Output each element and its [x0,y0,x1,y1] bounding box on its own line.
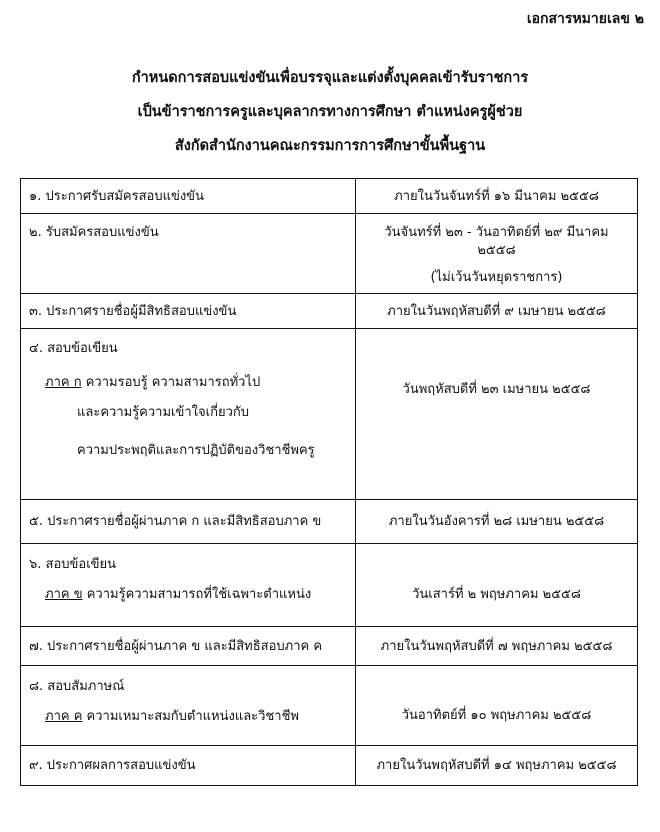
date-text: วันจันทร์ที่ ๒๓ - วันอาทิตย์ที่ ๒๙ มีนาคม ๒๕๕๘ [384,225,609,258]
schedule-row-9 [21,746,638,786]
schedule-item [21,179,356,214]
schedule-row-6 [21,544,638,627]
schedule-row-8 [21,666,638,746]
schedule-row-7 [21,627,638,666]
item-label: ๓. ประกาศรายชื่อผู้มีสิทธิสอบแข่งขัน [29,304,237,319]
schedule-item [21,329,356,500]
schedule-item [21,294,356,329]
schedule-row-1 [21,179,638,214]
date-text: ภายในวันพฤหัสบดีที่ ๑๔ พฤษภาคม ๒๕๕๘ [376,758,617,773]
schedule-item [21,746,356,786]
title-line-2: เป็นข้าราชการครูและบุคลากรทางการศึกษา ตำแหน่งครูผู้ช่วย [137,104,523,120]
schedule-date [356,329,638,500]
item-label: ๙. ประกาศผลการสอบแข่งขัน [29,758,196,773]
item-label: ๖. สอบข้อเขียน [29,557,117,572]
date-note: (ไม่เว้นวันหยุดราชการ) [430,270,563,285]
document-number: เอกสารหมายเลข ๒ [526,11,644,27]
date-text: วันอาทิตย์ที่ ๑๐ พฤษภาคม ๒๕๕๘ [401,708,592,723]
item-label: ๔. สอบข้อเขียน [29,341,118,356]
part-extra-line: ความประพฤติและการปฏิบัติของวิชาชีพครู [77,443,315,458]
date-text: ภายในวันพฤหัสบดีที่ ๗ พฤษภาคม ๒๕๕๘ [380,639,613,654]
item-label: ๑. ประกาศรับสมัครสอบแข่งขัน [29,189,204,204]
date-text: ภายในวันอังคารที่ ๒๘ เมษายน ๒๕๕๘ [388,514,605,529]
date-text: ภายในวันพฤหัสบดีที่ ๙ เมษายน ๒๕๕๘ [387,304,606,319]
title-line-1: กำหนดการสอบแข่งขันเพื่อบรรจุและแต่งตั้งบุคคลเข้ารับราชการ [131,70,529,86]
part-label: ภาค ข [45,587,83,602]
schedule-item [21,500,356,544]
date-text: ภายในวันจันทร์ที่ ๑๖ มีนาคม ๒๕๕๘ [394,189,599,204]
schedule-row-5 [21,500,638,544]
title-line-3: สังกัดสำนักงานคณะกรรมการการศึกษาขั้นพื้นฐาน [174,138,486,154]
date-text: วันเสาร์ที่ ๒ พฤษภาคม ๒๕๕๘ [412,587,581,602]
item-label: ๕. ประกาศรายชื่อผู้ผ่านภาค ก และมีสิทธิสอบภาค ข [29,514,322,529]
schedule-date [356,179,638,214]
schedule-date [356,746,638,786]
schedule-row-3 [21,294,638,329]
item-label: ๗. ประกาศรายชื่อผู้ผ่านภาค ข และมีสิทธิสอบภาค ค [29,639,323,654]
schedule-item [21,544,356,627]
schedule-date [356,544,638,627]
part-line [29,374,347,392]
part-text: ความรู้ความสามารถที่ใช้เฉพาะตำแหน่ง [86,587,312,602]
part-text: ความเหมาะสมกับตำแหน่งและวิชาชีพ [86,709,299,724]
schedule-table [20,178,638,786]
schedule-date [356,214,638,294]
date-text: วันพฤหัสบดีที่ ๒๓ เมษายน ๒๕๕๘ [402,382,591,397]
part-text: ความรอบรู้ ความสามารถทั่วไป [85,375,261,390]
part-extra-line: และความรู้ความเข้าใจเกี่ยวกับ [77,405,249,420]
schedule-item [21,627,356,666]
part-label: ภาค ค [45,709,83,724]
schedule-date [356,627,638,666]
schedule-item [21,214,356,294]
schedule-date [356,294,638,329]
item-label: ๘. สอบสัมภาษณ์ [29,679,125,694]
schedule-item [21,666,356,746]
schedule-date [356,500,638,544]
schedule-date [356,666,638,746]
schedule-row-2 [21,214,638,294]
part-line [29,708,347,726]
schedule-row-4 [21,329,638,500]
part-line [29,586,347,604]
part-label: ภาค ก [45,375,82,390]
item-label: ๒. รับสมัครสอบแข่งขัน [29,225,159,240]
